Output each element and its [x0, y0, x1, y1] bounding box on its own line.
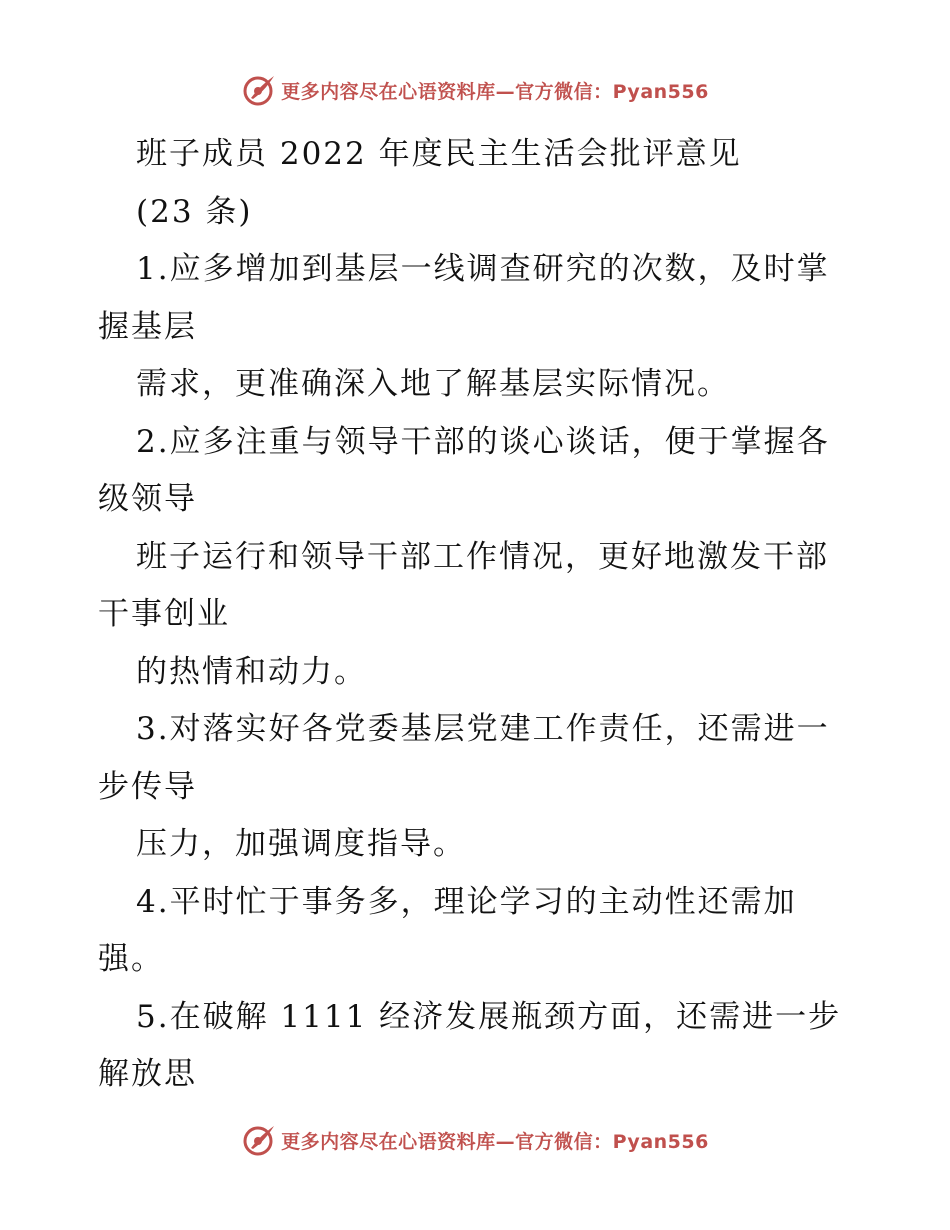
doc-title: 班子成员 2022 年度民主生活会批评意见 [136, 136, 742, 172]
doc-line: 3.对落实好各党委基层党建工作责任，还需进一 [136, 711, 830, 747]
doc-line: 1.应多增加到基层一线调查研究的次数，及时掌 [136, 251, 830, 287]
doc-line: 4.平时忙于事务多，理论学习的主动性还需加 [136, 883, 797, 920]
watermark-text: 更多内容尽在心语资料库—官方微信：Pyan556 [281, 80, 709, 103]
doc-line: 5.在破解 1111 经济发展瓶颈方面，还需进一步 [136, 998, 842, 1035]
watermark-header [0, 72, 950, 108]
doc-line: 握基层 [98, 308, 197, 345]
doc-line: 步传导 [98, 768, 197, 805]
doc-line: 压力，加强调度指导。 [136, 826, 466, 862]
doc-line: 级领导 [98, 481, 197, 517]
doc-subtitle: (23 条) [136, 193, 253, 230]
doc-line: 需求，更准确深入地了解基层实际情况。 [136, 366, 730, 402]
quill-logo-icon [241, 72, 277, 108]
document-body [98, 126, 868, 1104]
watermark-text: 更多内容尽在心语资料库—官方微信：Pyan556 [281, 1130, 709, 1153]
watermark-footer [0, 1122, 950, 1158]
doc-line: 强。 [98, 941, 164, 977]
doc-line: 的热情和动力。 [136, 653, 367, 690]
doc-line: 解放思 [98, 1056, 197, 1092]
doc-line: 干事创业 [98, 596, 230, 632]
doc-line: 班子运行和领导干部工作情况，更好地激发干部 [136, 538, 829, 575]
quill-logo-icon [241, 1122, 277, 1158]
doc-line: 2.应多注重与领导干部的谈心谈话，便于掌握各 [136, 423, 830, 460]
